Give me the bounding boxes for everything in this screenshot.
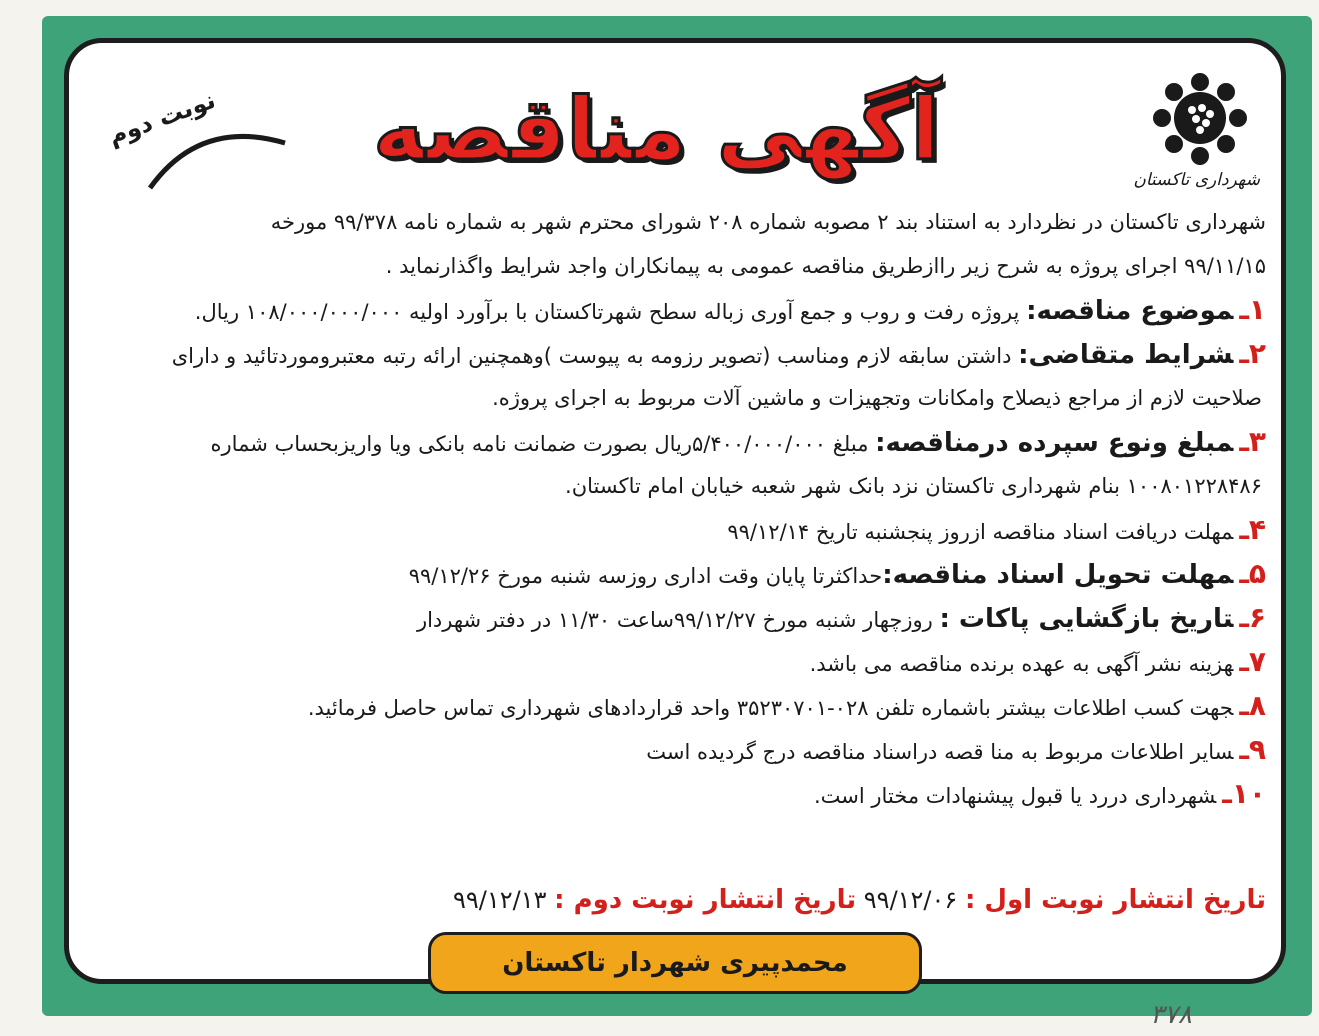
first-publication-date: ۹۹/۱۲/۰۶ — [856, 886, 965, 914]
second-publication-label: تاریخ انتشار نوبت دوم : — [554, 885, 857, 915]
intro-line-2: ۹۹/۱۱/۱۵ اجرای پروژه به شرح زیر راازطریق مناقصه عمومی به پیمانکاران واجد شرایط واگذارنماید . — [385, 254, 1266, 278]
publication-dates — [80, 885, 1266, 915]
signer-banner: محمدپیری شهردار تاکستان — [428, 932, 922, 994]
item-9 — [80, 728, 1266, 772]
item-label: موضوع مناقصه: — [1026, 296, 1234, 326]
item-text: روزچهار شنبه مورخ ۹۹/۱۲/۲۷ساعت ۱۱/۳۰ در دفتر شهردار — [416, 608, 940, 632]
first-publication-label: تاریخ انتشار نوبت اول : — [964, 885, 1266, 915]
item-4 — [80, 508, 1266, 552]
swoosh-icon — [140, 108, 290, 198]
notice-title: آگهی مناقصه — [372, 80, 940, 180]
item-6 — [80, 596, 1266, 640]
notice-body — [80, 200, 1266, 816]
item-text: مهلت دریافت اسناد مناقصه ازروز پنجشنبه تاریخ ۹۹/۱۲/۱۴ — [727, 520, 1234, 544]
intro-line-1: شهرداری تاکستان در نظردارد به استناد بند ۲ مصوبه شماره ۲۰۸ شورای محترم شهر به شماره نامه ۹۹/۳۷۸ مورخه — [270, 210, 1266, 234]
item-label: تاریخ بازگشایی پاکات : — [939, 604, 1234, 634]
item-2-continued: صلاحیت لازم از مراجع ذیصلاح وامکانات وتجهیزات و ماشین آلات مربوط به اجرای پروژه. — [492, 386, 1262, 410]
item-label: شرایط متقاضی: — [1018, 340, 1234, 370]
item-label: مبلغ ونوع سپرده درمناقصه: — [875, 428, 1234, 458]
item-number: ۲ـ — [1239, 337, 1266, 370]
item-2 — [80, 332, 1266, 376]
item-number: ۸ـ — [1239, 689, 1266, 722]
item-1 — [80, 288, 1266, 332]
item-number: ۷ـ — [1239, 645, 1266, 678]
logo-caption: شهرداری تاکستان — [1133, 170, 1260, 190]
item-text: مبلغ ۵/۴۰۰/۰۰۰/۰۰۰ریال بصورت ضمانت نامه بانکی ویا واریزبحساب شماره — [210, 432, 876, 456]
item-text: شهرداری دررد یا قبول پیشنهادات مختار است. — [814, 784, 1217, 808]
item-number: ۴ـ — [1239, 513, 1266, 546]
item-number: ۵ـ — [1239, 557, 1266, 590]
item-text: حداکثرتا پایان وقت اداری روزسه شنبه مورخ ۹۹/۱۲/۲۶ — [408, 564, 883, 588]
item-number: ۱ـ — [1239, 293, 1266, 326]
logo-emblem-icon — [1150, 72, 1250, 168]
item-3 — [80, 420, 1266, 464]
item-7 — [80, 640, 1266, 684]
item-text: هزینه نشر آگهی به عهده برنده مناقصه می باشد. — [809, 652, 1234, 676]
item-10 — [80, 772, 1266, 816]
item-5 — [80, 552, 1266, 596]
round-badge-text: نوبت دوم — [104, 85, 220, 151]
second-publication-date: ۹۹/۱۲/۱۳ — [453, 886, 555, 914]
item-text: جهت کسب اطلاعات بیشتر باشماره تلفن ۰۲۸-۳۵۲۳۰۷۰۱ واحد قراردادهای شهرداری تماس حاصل فرمائید. — [307, 696, 1234, 720]
municipality-logo — [1133, 72, 1260, 202]
item-3-continued: ۱۰۰۸۰۱۲۲۸۴۸۶ بنام شهرداری تاکستان نزد بانک شهر شعبه خیابان امام تاکستان. — [565, 474, 1262, 498]
item-number: ۱۰ـ — [1222, 777, 1266, 810]
item-text: داشتن سابقه لازم ومناسب (تصویر رزومه به پیوست )وهمچنین ارائه رتبه معتبروموردتائید و دارای — [171, 344, 1019, 368]
item-number: ۳ـ — [1239, 425, 1266, 458]
item-number: ۹ـ — [1239, 733, 1266, 766]
round-badge — [100, 78, 300, 198]
item-text: سایر اطلاعات مربوط به منا قصه دراسناد مناقصه درج گردیده است — [646, 740, 1234, 764]
item-label: مهلت تحویل اسناد مناقصه: — [882, 560, 1234, 590]
page-note: ۳۷۸ — [1150, 1000, 1192, 1030]
item-8 — [80, 684, 1266, 728]
item-number: ۶ـ — [1239, 601, 1266, 634]
item-text: پروژه رفت و روب و جمع آوری زباله سطح شهرتاکستان با برآورد اولیه ۱۰۸/۰۰۰/۰۰۰/۰۰۰ ریال. — [194, 300, 1027, 324]
